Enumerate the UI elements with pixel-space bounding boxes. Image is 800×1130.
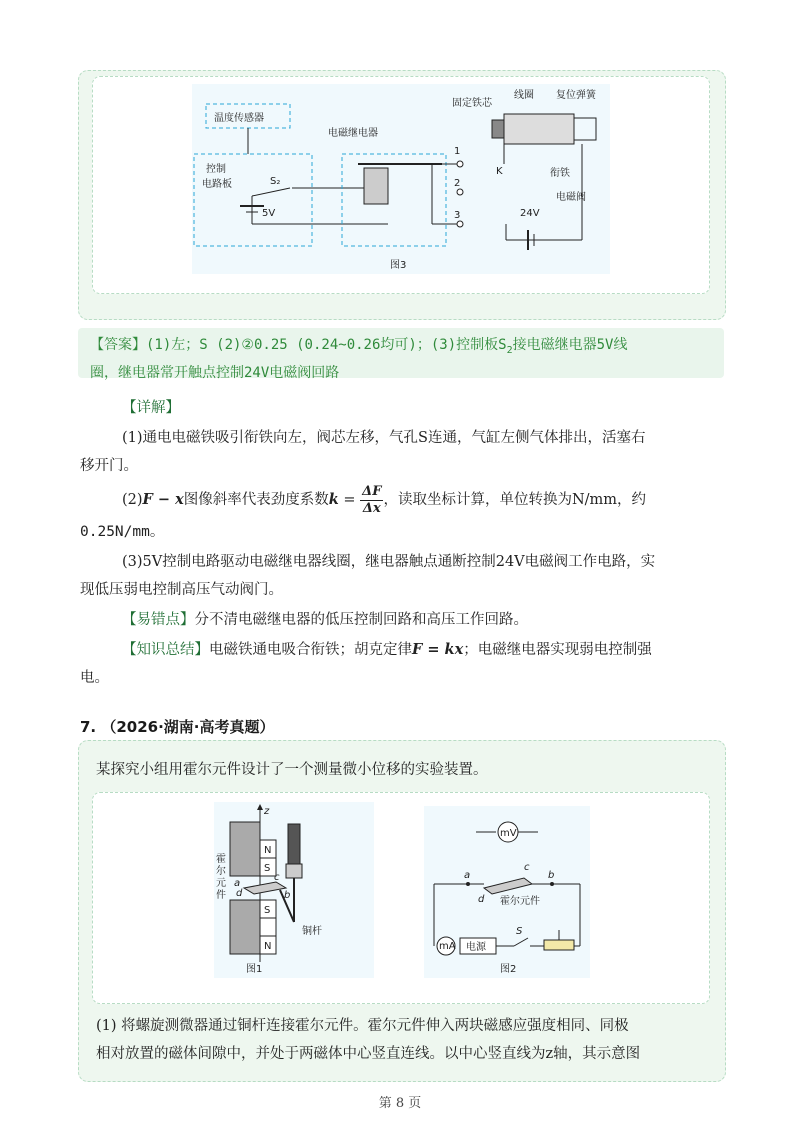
figure1-caption: 图1 [246,964,263,975]
answer-line1b: 接电磁继电器5V线 [512,337,628,353]
summary-math: F = kx [412,641,464,658]
fig1-a: a [234,878,241,889]
detail-p2c: ，读取坐标计算，单位转换为N/mm，约 [383,492,647,508]
armature-label: 衔铁 [550,168,570,179]
detail-p1-text: (1)通电电磁铁吸引衔铁向左，阀芯左移，气孔S连通，气缸左侧气体排出，活塞右 [122,430,646,446]
fig2-source: 电源 [466,942,486,953]
fig2-ma: mA [439,941,456,952]
part1-line1 [96,1012,716,1040]
detail-p3 [122,548,742,576]
terminal-1: 1 [454,146,461,157]
detail-p1b-text: 移开门。 [80,458,138,474]
fig2-a: a [464,870,471,881]
k-label: K [496,166,503,177]
detail-p2-fraction [360,484,383,517]
knowledge-summary [122,636,742,664]
detail-p3b [80,576,283,604]
error-point [122,606,528,634]
detail-p2a: (2) [122,492,143,508]
control-board-l2: 电路板 [202,179,232,190]
valve-label: 电磁阀 [556,192,586,203]
spring-label: 复位弹簧 [556,90,596,101]
question-7-head: 7. （2026·湖南·高考真题） [80,718,275,736]
figure2-diagram [424,806,590,978]
fig1-hall4: 件 [216,890,226,901]
summary-a: 电磁铁通电吸合衔铁；胡克定律 [209,642,412,658]
fig1-hall2: 尔 [216,866,226,877]
fig2-b: b [548,870,555,881]
detail-label-text: 【详解】 [122,400,180,416]
temp-sensor-label: 温度传感器 [214,113,264,124]
fig1-hall3: 元 [216,878,226,889]
fig1-s-bot: S [264,905,271,916]
detail-p2-math1: F − x [142,491,184,508]
part1-line2-text: 相对放置的磁体间隙中，并处于两磁体中心竖直连线。以中心竖直线为z轴，其示意图 [96,1046,641,1062]
summary-c: 电。 [80,670,109,686]
question-7-intro [96,756,488,784]
fig1-hall1: 霍 [216,854,226,865]
knowledge-summary-2 [80,664,109,692]
detail-label [122,394,180,422]
answer-line1a: (1)左；S (2)②0.25 (0.24~0.26均可)；(3)控制板S [146,337,507,353]
summary-label: 【知识总结】 [122,642,209,658]
terminal-3: 3 [454,210,461,221]
part1-line1-text: (1) 将螺旋测微器通过铜杆连接霍尔元件。霍尔元件伸入两块磁感应强度相同、同极 [96,1018,629,1034]
fig2-hall: 霍尔元件 [500,896,540,907]
fig1-c: c [274,872,280,883]
answer-box [78,328,724,381]
figure3-diagram [192,84,610,274]
question-7-figure-frame [92,792,710,1004]
detail-p3-text: (3)5V控制电路驱动电磁继电器线圈，继电器触点通断控制24V电磁阀工作电路，实 [122,554,656,570]
fig1-n-top: N [264,845,272,856]
answer-text [90,334,770,384]
answer-label: 【答案】 [90,337,146,353]
figure1 [214,802,374,978]
fig1-b: b [284,890,291,901]
fraction-num: ΔF [362,483,382,499]
detail-p2-k: k [328,491,339,508]
relay-label: 电磁继电器 [328,128,378,139]
error-text: 分不清电磁继电器的低压控制回路和高压工作回路。 [194,612,528,628]
figure1-diagram [214,802,374,978]
detail-p1 [122,424,722,452]
fig2-c: c [524,862,530,873]
summary-b: ；电磁继电器实现弱电控制强 [463,642,652,658]
control-board-l1: 控制 [206,164,226,175]
fig1-s-top: S [264,863,271,874]
part1-line2 [96,1040,716,1068]
relay-box [342,154,446,246]
detail-p2 [122,482,742,518]
fig1-rod: 铜杆 [302,926,322,937]
coil-label: 线圈 [514,90,534,101]
figure2 [424,806,590,978]
detail-p3b-text: 现低压弱电控制高压气动阀门。 [80,582,283,598]
figure2-caption: 图2 [500,964,517,975]
answer-line2: 圈，继电器常开触点控制24V电磁阀回路 [90,364,340,381]
fig2-s: S [516,926,523,937]
v24-label: 24V [520,208,540,219]
figure3-caption: 图3 [390,260,407,271]
fig1-n-bot: N [264,941,272,952]
fig1-d: d [236,888,243,899]
detail-p1b [80,452,138,480]
page-footer: 第 8 页 [378,1096,422,1111]
question-7-intro-text: 某探究小组用霍尔元件设计了一个测量微小位移的实验装置。 [96,762,488,778]
answer-sub: 2 [506,344,513,356]
battery-label: 5V [262,208,276,219]
detail-p2b: 图像斜率代表劲度系数 [183,492,329,508]
fig2-d: d [478,894,485,905]
detail-p2-eq: = [338,492,361,508]
fig2-mv: mV [500,828,517,839]
terminal-2: 2 [454,178,461,189]
fraction-den: Δx [362,500,381,516]
switch-label: S₂ [270,176,281,187]
detail-p2d-text: 0.25N/mm。 [80,524,165,540]
fixed-core-label: 固定铁芯 [452,98,492,109]
figure3 [192,84,610,274]
fig1-z: z [264,806,270,817]
error-label: 【易错点】 [122,612,195,628]
detail-p2d [80,518,164,546]
